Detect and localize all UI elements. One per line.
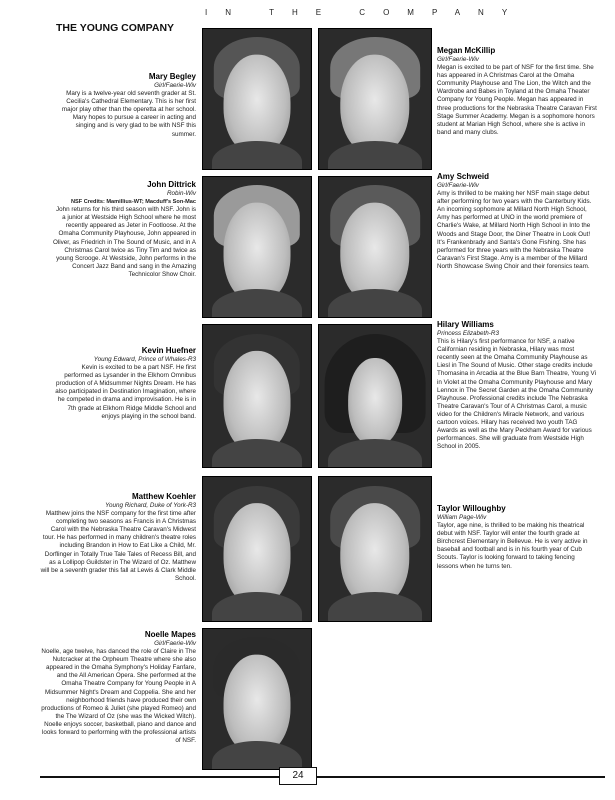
bio-noelle-mapes: Noelle Mapes Girl/Faerie-Wiv Noelle, age twelve, has danced the role of Claire in The Nutcracker at the Orpheum Theatre where she also appeared in the Omaha Symphony's Holiday Fanfare, and the All American Opera. She performed at the Omaha Theatre Company for Young People in A Midsummer Night's Dream and Coppelia. She and her neighborhood friends have produced their own productions of Romeo & Juliet (she played Romeo) and the The Wizard of Oz (she was the Wicked Witch). Noelle enjoys soccer, basketball, piano and dance and looks forward to performing with the professional artists of NSF. bbox=[41, 630, 196, 745]
bio-john-dittrick: John Dittrick Robin-Wiv NSF Credits: Mamillius-WT; Macduff's Son-Mac John returns for his third season with NSF. John is a junior at Westside High School where he most recently appeared as Jeter in Footloose. At the Omaha Community Playhouse, John appeared in Oliver, as Friedrich in The Sound of Music, and in A Christmas Carol twice as Tiny Tim and twice as young Scrooge. At Westside, John performs in the Concert Jazz Band and sang in the Amazing Technicolor Show Choir. bbox=[52, 180, 196, 278]
photo-noelle-mapes bbox=[202, 628, 312, 770]
photo-amy-schweid bbox=[318, 176, 432, 318]
page-number: 24 bbox=[279, 767, 317, 785]
bio-megan-mckillip: Megan McKillip Girl/Faerie-Wiv Megan is excited to be part of NSF for the first time. She has appeared in A Christmas Carol at the Omaha Community Playhouse and The Lion, the Witch and the Wardrobe and Babes in Toyland at the Omaha Theater Company for Young People. Megan has appeared in three productions for the Nebraska Theatre Caravan First Stage Summer Academy. Megan is a sophomore honors student at Marian High School, where she is active in band and many clubs. bbox=[437, 46, 597, 136]
bio-taylor-willoughby: Taylor Willoughby William Page-Wiv Taylor, age nine, is thrilled to be making his theatrical debut with NSF. Taylor will enter the fourth grade at Birchcrest Elementary in Bellevue. He is very active in baseball and football and is in his fourth year of Cub Scouts. Taylor is looking forward to taking fencing lessons when he turns ten. bbox=[437, 504, 588, 570]
section-title: THE YOUNG COMPANY bbox=[56, 22, 175, 34]
photo-hilary-williams bbox=[318, 324, 432, 468]
bio-mary-begley: Mary Begley Girl/Faerie-Wiv Mary is a twelve-year old seventh grader at St. Cecilia's Cathedral Elementary. This is her first major play other than the operetta at her school. Mary hopes to pursue a career in acting and singing and is very glad to be with NSF this summer. bbox=[61, 72, 196, 138]
running-header: IN THE COMPANY bbox=[205, 8, 526, 17]
bio-kevin-huefner: Kevin Huefner Young Edward, Prince of Whales-R3 Kevin is excited to be a part NSF. He first performed as Lysander in the Elkhorn Omnibus production of A Midsummer Nights Dream. He has also participated in Destination Imagination, where he competed in drama and improvisation. He is in 7th grade at Elkhorn Ridge Middle School and enjoys playing in the school band. bbox=[55, 346, 196, 420]
bio-hilary-williams: Hilary Williams Princess Elizabeth-R3 This is Hilary's first performance for NSF, a native Californian residing in Nebraska, Hilary was most recently seen at the Omaha Community Playhouse as Liesl in The Sound of Music. Other stage credits include Thomasina in Arcadia at the Blue Barn Theatre, Young Vi in Violet at the Omaha Community Playhouse and Mary Lennox in The Secret Garden at the Omaha Community Playhouse. Professional credits include The Nebraska Theatre Caravan's Tour of A Christmas Carol, a music video for the Children's Miracle Network, and various cartoon voices. Hilary has received two youth TAG Awards as well as the Mary Peckham Award for various performances. She will graduate from Westside High School in 2005. bbox=[437, 320, 597, 451]
photo-megan-mckillip bbox=[318, 28, 432, 170]
bio-matthew-koehler: Matthew Koehler Young Richard, Duke of York-R3 Matthew joins the NSF company for the first time after completing two seasons as Francis in A Christmas Carol with the Nebraska Theatre Caravan's Midwest tour. He has performed in many children's theatre roles including Brandon in How to Eat Like a Child, Mr. Dorflinger in Totally True Tale Tales of Recess Bill, and as a Lollipop Guildster in The Wizard of Oz. Matthew will be a seventh grader this fall at Lewis & Clark Middle School. bbox=[40, 492, 196, 582]
photo-kevin-huefner bbox=[202, 324, 312, 468]
bio-amy-schweid: Amy Schweid Girl/Faerie-Wiv Amy is thrilled to be making her NSF main stage debut after performing for two years with the Canterbury Kids. An incoming sophomore at Millard North High School, Amy has performed at UNO in the world premiere of Charlie's Wake, at Millard North High School in Into the Woods and Stage Door, the Diner Theatre in Look Out! It's Frankenbrady and Santa's Gone Fishing. She has performed for three years with the Nebraska Theatre Caravan's First Stage. Amy is a member of the Millard North Showcase Swing Choir and their forensics team. bbox=[437, 172, 592, 270]
photo-john-dittrick bbox=[202, 176, 312, 318]
photo-matthew-koehler bbox=[202, 476, 312, 622]
footer-rule bbox=[40, 776, 605, 778]
photo-mary-begley bbox=[202, 28, 312, 170]
photo-taylor-willoughby bbox=[318, 476, 432, 622]
